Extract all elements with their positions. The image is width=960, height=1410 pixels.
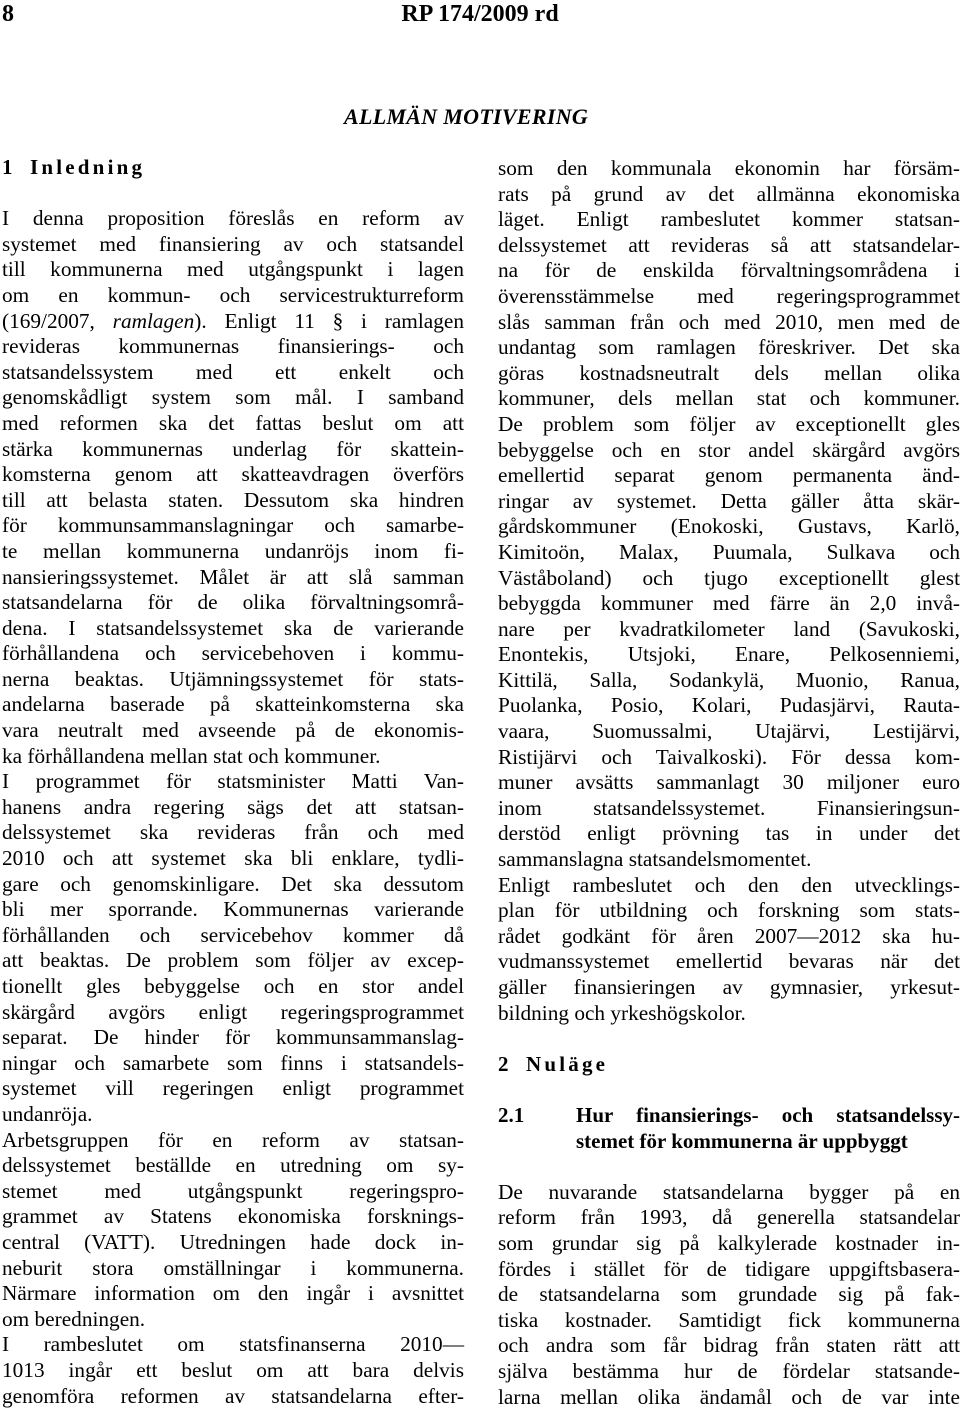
text-line: vudmanssystemet emellertid bevaras när det: [498, 949, 960, 975]
text-line: emellertid separat genom permanenta änd-: [498, 463, 960, 489]
text-line: larna mellan olika ändamål och de var inte: [498, 1385, 960, 1410]
text-line: inom statsandelssystemet. Finansieringsun-: [498, 796, 960, 822]
text-line: genomskådligt system som mål. I samband: [2, 385, 464, 411]
text-line: Kimitoön, Malax, Puumala, Sulkava och: [498, 540, 960, 566]
subsection-number: 2.1: [498, 1103, 576, 1154]
text-line: Enontekis, Utsjoki, Enare, Pelkosenniemi,: [498, 642, 960, 668]
text-line: delssystemet att revideras så att statsandelar-: [498, 233, 960, 259]
paragraph: [2, 769, 464, 1127]
text-line: dena. I statsandelssystemet ska de varierande: [2, 616, 464, 642]
text-line: om beredningen.: [2, 1307, 464, 1333]
text-line: ka förhållandena mellan stat och kommuner.: [2, 744, 464, 770]
text-line: skärgård avgörs enligt regeringsprogrammet: [2, 1000, 464, 1026]
paragraph: [498, 156, 960, 873]
text-line: fördes i stället för de tidigare uppgiftsbasera-: [498, 1257, 960, 1283]
paragraph: [2, 1128, 464, 1333]
text-line: till att belasta staten. Dessutom ska hindren: [2, 488, 464, 514]
section-heading-inledning: [2, 155, 464, 181]
text-line: reform från 1993, då generella statsandelar: [498, 1205, 960, 1231]
text-line: 1013 ingår ett beslut om att bara delvis: [2, 1358, 464, 1384]
subsection-heading: [498, 1103, 960, 1154]
text-line: muner avsätts sammanlagt 30 miljoner euro: [498, 770, 960, 796]
text-line: nansieringssystemet. Målet är att slå samman: [2, 565, 464, 591]
text-line: derstöd enligt prövning tas in under det: [498, 821, 960, 847]
text-line: Kittilä, Salla, Sodankylä, Muonio, Ranua,: [498, 668, 960, 694]
text-line: de statsandelarna som grundade sig på fak-: [498, 1282, 960, 1308]
subsection-title-line: Hur finansierings- och statsandelssy-: [576, 1103, 960, 1129]
text-line: delssystemet beställde en utredning om sy-: [2, 1153, 464, 1179]
text-line: na för de enskilda förvaltningsområdena i: [498, 258, 960, 284]
text-line: tionellt gles bebyggelse och en stor andel: [2, 974, 464, 1000]
text-line: I rambeslutet om statsfinanserna 2010—: [2, 1332, 464, 1358]
text-line: central (VATT). Utredningen hade dock in-: [2, 1230, 464, 1256]
text-line: 2010 och att systemet ska bli enklare, tydli-: [2, 846, 464, 872]
text-line: till kommunerna med utgångspunkt i lagen: [2, 257, 464, 283]
text-line: genomföra reformen av statsandelarna efter-: [2, 1384, 464, 1410]
text-line: själva bestämma hur de fördelar statsande-: [498, 1359, 960, 1385]
text-line: Puolanka, Posio, Kolari, Pudasjärvi, Rauta-: [498, 693, 960, 719]
text-line: ningar och samarbete som finns i statsandels-: [2, 1051, 464, 1077]
text-line: tiska kostnader. Samtidigt fick kommunerna: [498, 1308, 960, 1334]
text-line: statsandelssystem med ett enkelt och: [2, 360, 464, 386]
text-line: bli mer sporrande. Kommunernas varierande: [2, 897, 464, 923]
text-line: att beaktas. De problem som följer av excep-: [2, 948, 464, 974]
text-line: gäller finansieringen av gymnasier, yrkesut-: [498, 975, 960, 1001]
text-line: slås samman från och med 2010, men med de: [498, 310, 960, 336]
text-line: vara neutralt med avseende på de ekonomis-: [2, 718, 464, 744]
text-line: och andra som får bidrag från staten rätt att: [498, 1333, 960, 1359]
text-line: sammanslagna statsandelsmomentet.: [498, 847, 960, 873]
text-line: Ristijärvi och Taivalkoski). För dessa kom-: [498, 745, 960, 771]
text-line: gare och genomskinligare. Det ska dessutom: [2, 872, 464, 898]
paragraph: [2, 206, 464, 769]
text-line: bebyggelse och en stor andel skärgård avgörs: [498, 438, 960, 464]
text-line: delssystemet ska revideras från och med: [2, 820, 464, 846]
text-line: förhållanden och servicebehov kommer då: [2, 923, 464, 949]
right-column: [498, 156, 960, 1410]
text-line: som grundar sig på kalkylerade kostnader in-: [498, 1231, 960, 1257]
heading-number: 2: [498, 1052, 526, 1078]
heading-text: Nuläge: [526, 1052, 608, 1076]
text-line: Närmare information om den ingår i avsnittet: [2, 1281, 464, 1307]
page-number: 8: [2, 2, 14, 26]
paragraph: [498, 873, 960, 1027]
text-line: för kommunsammanslagningar och samarbe-: [2, 513, 464, 539]
text-line: stärka kommunernas underlag för skattein-: [2, 437, 464, 463]
text-line: om en kommun- och servicestrukturreform: [2, 283, 464, 309]
text-line: I programmet för statsminister Matti Van-: [2, 769, 464, 795]
text-line: läget. Enligt rambeslutet kommer statsan-: [498, 207, 960, 233]
text-line: ringar av systemet. Detta gäller åtta skär-: [498, 489, 960, 515]
text-line: systemet med finansiering av och statsandel: [2, 232, 464, 258]
text-line: De problem som följer av exceptionellt gles: [498, 412, 960, 438]
text-line: plan för utbildning och forskning som stats-: [498, 898, 960, 924]
text-line: rats på grund av det allmänna ekonomiska: [498, 182, 960, 208]
text-line: revideras kommunernas finansierings- och: [2, 334, 464, 360]
text-line: vaara, Suomussalmi, Utajärvi, Lestijärvi,: [498, 719, 960, 745]
text-line: förhållandena och servicebehoven i kommu-: [2, 641, 464, 667]
text-line: överensstämmelse med regeringsprogrammet: [498, 284, 960, 310]
section-heading-nulage: [498, 1052, 960, 1078]
text-line: bebyggda kommuner med färre än 2,0 invå-: [498, 591, 960, 617]
text-line: systemet vill regeringen enligt programmet: [2, 1076, 464, 1102]
text-line: De nuvarande statsandelarna bygger på en: [498, 1180, 960, 1206]
heading-text: Inledning: [30, 155, 145, 179]
text-line: statsandelarna för de olika förvaltningsområ-: [2, 590, 464, 616]
text-line: I denna proposition föreslås en reform av: [2, 206, 464, 232]
text-line: Enligt rambeslutet och den den utvecklings-: [498, 873, 960, 899]
text-line: gårdskommuner (Enokoski, Gustavs, Karlö,: [498, 514, 960, 540]
text-line: neburit stora omställningar i kommunerna.: [2, 1256, 464, 1282]
subsection-title-line: stemet för kommunerna är uppbyggt: [576, 1129, 960, 1155]
section-title: ALLMÄN MOTIVERING: [344, 104, 588, 130]
text-line: hanens andra regering sägs det att statsan-: [2, 795, 464, 821]
text-line: undantag som ramlagen föreskriver. Det ska: [498, 335, 960, 361]
text-line: undanröja.: [2, 1102, 464, 1128]
text-line: som den kommunala ekonomin har försäm-: [498, 156, 960, 182]
text-line: rådet godkänt för åren 2007—2012 ska hu-: [498, 924, 960, 950]
text-line: (169/2007, ramlagen). Enligt 11 § i ramlagen: [2, 309, 464, 335]
paragraph: [498, 1180, 960, 1410]
text-line: andelarna baserade på skatteinkomsterna ska: [2, 692, 464, 718]
text-line: med reformen ska det fattas beslut om att: [2, 411, 464, 437]
text-line: stemet med utgångspunkt regeringspro-: [2, 1179, 464, 1205]
document-reference: RP 174/2009 rd: [0, 2, 960, 26]
text-line: nerna beaktas. Utjämningssystemet för stats-: [2, 667, 464, 693]
text-line: grammet av Statens ekonomiska forsknings-: [2, 1204, 464, 1230]
paragraph: [2, 1332, 464, 1409]
text-line: nare per kvadratkilometer land (Savukoski,: [498, 617, 960, 643]
heading-number: 1: [2, 155, 30, 181]
subsection-title: [576, 1103, 960, 1154]
text-line: göras kostnadsneutralt dels mellan olika: [498, 361, 960, 387]
text-line: te mellan kommunerna undanröjs inom fi-: [2, 539, 464, 565]
text-line: Väståboland) och tjugo exceptionellt glest: [498, 566, 960, 592]
text-line: bildning och yrkeshögskolor.: [498, 1001, 960, 1027]
italic-term: ramlagen: [113, 309, 195, 333]
left-column: [2, 155, 464, 1409]
text-line: separat. De hinder för kommunsammanslag-: [2, 1025, 464, 1051]
text-line: komsterna genom att skatteavdragen överförs: [2, 462, 464, 488]
text-line: kommuner, dels mellan stat och kommuner.: [498, 386, 960, 412]
text-line: Arbetsgruppen för en reform av statsan-: [2, 1128, 464, 1154]
